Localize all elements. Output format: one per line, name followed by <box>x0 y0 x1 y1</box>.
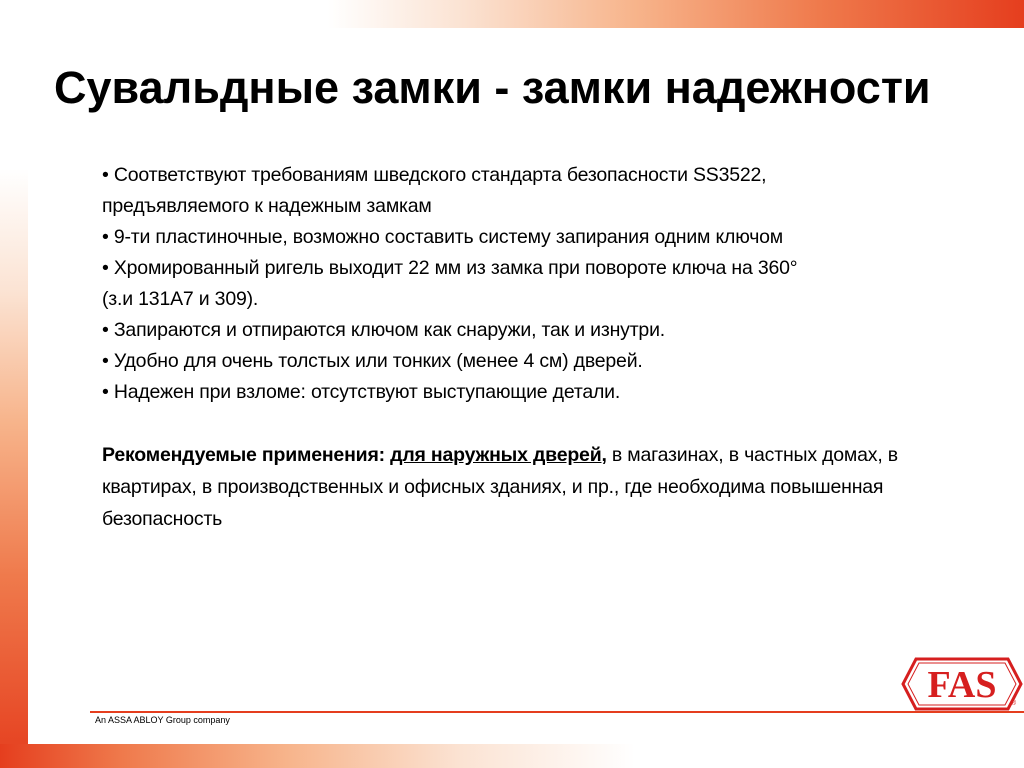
fas-logo <box>900 656 1024 712</box>
recommended-text-line3: безопасность <box>102 508 223 530</box>
bullet-line: • Надежен при взломе: отсутствуют выступающие детали. <box>102 381 621 403</box>
left-gradient-border <box>0 0 28 768</box>
top-gradient-border <box>0 0 1024 28</box>
footer-company-text: An ASSA ABLOY Group company <box>95 715 230 725</box>
slide-title: Сувальдные замки - замки надежности <box>54 62 931 113</box>
recommended-text-line2: квартирах, в производственных и офисных зданиях, и пр., где необходима повышенная <box>102 476 884 498</box>
bottom-gradient-border <box>0 744 1024 768</box>
bullet-line: • Соответствуют требованиям шведского стандарта безопасности SS3522, <box>102 164 767 186</box>
bullet-line: предъявляемого к надежным замкам <box>102 195 432 217</box>
bullet-line: (з.и 131А7 и 309). <box>102 288 259 310</box>
fas-logo-text: FAS <box>927 664 997 706</box>
paragraph-gap <box>102 408 1002 439</box>
recommended-label: Рекомендуемые применения: <box>102 444 385 466</box>
bullet-line: • Запираются и отпираются ключом как снаружи, так и изнутри. <box>102 319 665 341</box>
registered-mark-icon: ® <box>1011 700 1017 707</box>
bullet-line: • 9-ти пластиночные, возможно составить систему запирания одним ключом <box>102 226 784 248</box>
bullet-line: • Хромированный ригель выходит 22 мм из замка при повороте ключа на 360° <box>102 257 798 279</box>
recommended-text-line1: в магазинах, в частных домах, в <box>606 444 898 466</box>
recommended-applications <box>102 439 1002 471</box>
footer-divider <box>90 711 1024 713</box>
recommended-comma: , <box>601 444 607 466</box>
slide-body <box>102 160 1002 535</box>
recommended-highlight: для наружных дверей <box>390 444 602 466</box>
bullet-line: • Удобно для очень толстых или тонких (менее 4 см) дверей. <box>102 350 643 372</box>
